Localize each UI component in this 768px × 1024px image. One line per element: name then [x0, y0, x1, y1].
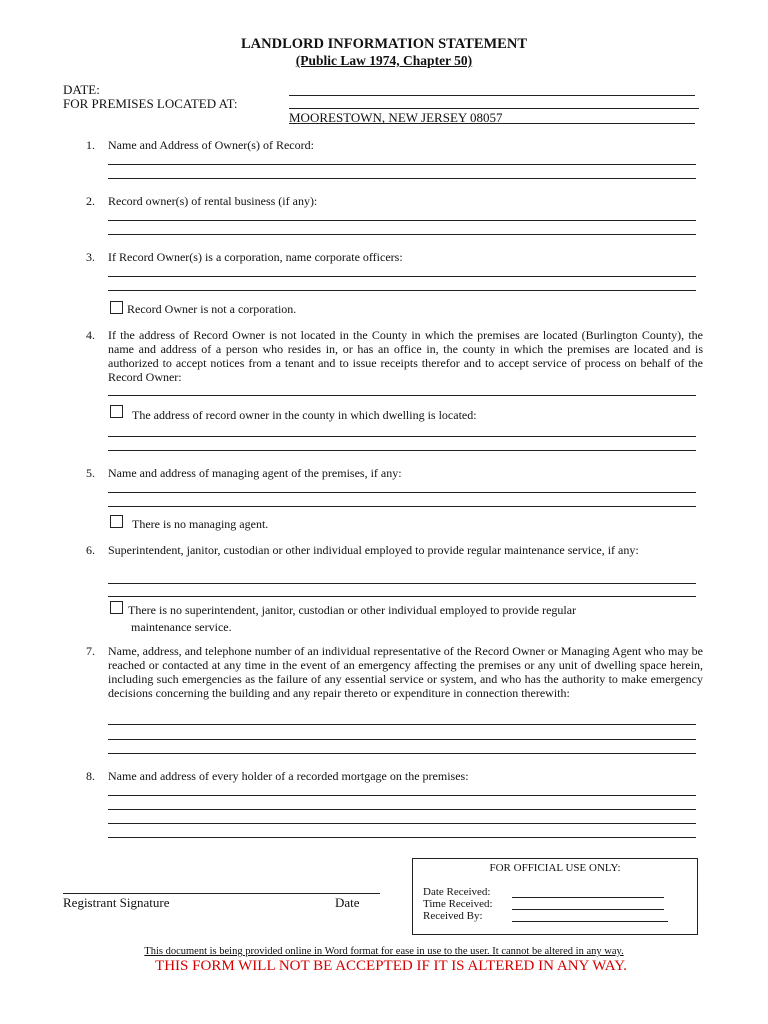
item-number-5: 5. — [86, 466, 95, 480]
item-question-1: Name and Address of Owner(s) of Record: — [108, 138, 314, 152]
answer-line-7b[interactable] — [108, 739, 696, 740]
county-address-checkbox[interactable] — [110, 405, 123, 418]
item-question-6: Superintendent, janitor, custodian or other individual employed to provide regular maintenance service, if any: — [108, 543, 639, 557]
official-use-box — [412, 858, 698, 935]
item-question-5: Name and address of managing agent of the premises, if any: — [108, 466, 402, 480]
item-number-2: 2. — [86, 194, 95, 208]
item-number-3: 3. — [86, 250, 95, 264]
answer-line-4c[interactable] — [108, 450, 696, 451]
date-received-label: Date Received: — [423, 886, 491, 898]
answer-line-4b[interactable] — [108, 436, 696, 437]
answer-line-2b[interactable] — [108, 234, 696, 235]
premises-location: MOORESTOWN, NEW JERSEY 08057 — [289, 110, 503, 125]
answer-line-1a[interactable] — [108, 164, 696, 165]
received-by-label: Received By: — [423, 910, 483, 922]
answer-line-8b[interactable] — [108, 809, 696, 810]
premises-field-line[interactable] — [289, 108, 699, 109]
registrant-signature-label: Registrant Signature — [63, 895, 170, 910]
official-use-heading: FOR OFFICIAL USE ONLY: — [489, 862, 621, 874]
item-number-6: 6. — [86, 543, 95, 557]
item-question-7: Name, address, and telephone number of an individual representative of the Record Owner or Managing Agent who may be reached or contacted at any time in the event of an emergency affecting the premises or any unit of dwelling space herein, including such emergencies as the failure of any essential service or system, and who has the authority to make emergency decisions concerning the building and any repair thereto or expenditure in connection therewith: — [108, 644, 703, 700]
date-field-line[interactable] — [289, 95, 695, 96]
answer-line-7a[interactable] — [108, 724, 696, 725]
premises-location-line — [289, 123, 695, 124]
answer-line-5b[interactable] — [108, 506, 696, 507]
signature-date-label: Date — [335, 895, 360, 910]
answer-line-6b[interactable] — [108, 596, 696, 597]
answer-line-7c[interactable] — [108, 753, 696, 754]
item-number-8: 8. — [86, 769, 95, 783]
item-number-4: 4. — [86, 328, 95, 342]
item-question-8: Name and address of every holder of a recorded mortgage on the premises: — [108, 769, 469, 783]
not-corporation-checkbox[interactable] — [110, 301, 123, 314]
form-subtitle: (Public Law 1974, Chapter 50) — [295, 53, 473, 68]
time-received-label: Time Received: — [423, 898, 493, 910]
answer-line-8a[interactable] — [108, 795, 696, 796]
date-received-line[interactable] — [512, 897, 664, 898]
no-managing-agent-label: There is no managing agent. — [132, 517, 269, 531]
alteration-warning: THIS FORM WILL NOT BE ACCEPTED IF IT IS ALTERED IN ANY WAY. — [155, 958, 627, 974]
date-label: DATE: — [63, 82, 100, 97]
time-received-line[interactable] — [512, 909, 664, 910]
signature-line[interactable] — [63, 893, 380, 894]
answer-line-8c[interactable] — [108, 823, 696, 824]
received-by-line[interactable] — [512, 921, 668, 922]
online-format-notice: This document is being provided online in Word format for ease in use to the user. It cannot be altered in any way. — [144, 946, 624, 957]
item-number-1: 1. — [86, 138, 95, 152]
answer-line-3a[interactable] — [108, 276, 696, 277]
no-superintendent-checkbox[interactable] — [110, 601, 123, 614]
premises-label: FOR PREMISES LOCATED AT: — [63, 96, 238, 111]
answer-line-1b[interactable] — [108, 178, 696, 179]
item-number-7: 7. — [86, 644, 95, 658]
answer-line-6a[interactable] — [108, 583, 696, 584]
no-superintendent-label: There is no superintendent, janitor, custodian or other individual employed to provide regular — [128, 603, 577, 617]
no-superintendent-label-cont: maintenance service. — [131, 620, 232, 634]
not-corporation-label: Record Owner is not a corporation. — [127, 302, 297, 316]
county-address-label: The address of record owner in the county in which dwelling is located: — [132, 408, 477, 422]
answer-line-2a[interactable] — [108, 220, 696, 221]
item-question-3: If Record Owner(s) is a corporation, name corporate officers: — [108, 250, 403, 264]
item-question-2: Record owner(s) of rental business (if any): — [108, 194, 318, 208]
answer-line-5a[interactable] — [108, 492, 696, 493]
answer-line-4a[interactable] — [108, 395, 696, 396]
form-title: LANDLORD INFORMATION STATEMENT — [241, 36, 527, 52]
answer-line-3b[interactable] — [108, 290, 696, 291]
item-question-4: If the address of Record Owner is not located in the County in which the premises are located (Burlington County), the name and address of a person who resides in, or has an office in, the county in which the premises are located and is authorized to accept notices from a tenant and to issue receipts therefor and to accept service of process on behalf of the Record Owner: — [108, 328, 703, 384]
answer-line-8d[interactable] — [108, 837, 696, 838]
no-managing-agent-checkbox[interactable] — [110, 515, 123, 528]
